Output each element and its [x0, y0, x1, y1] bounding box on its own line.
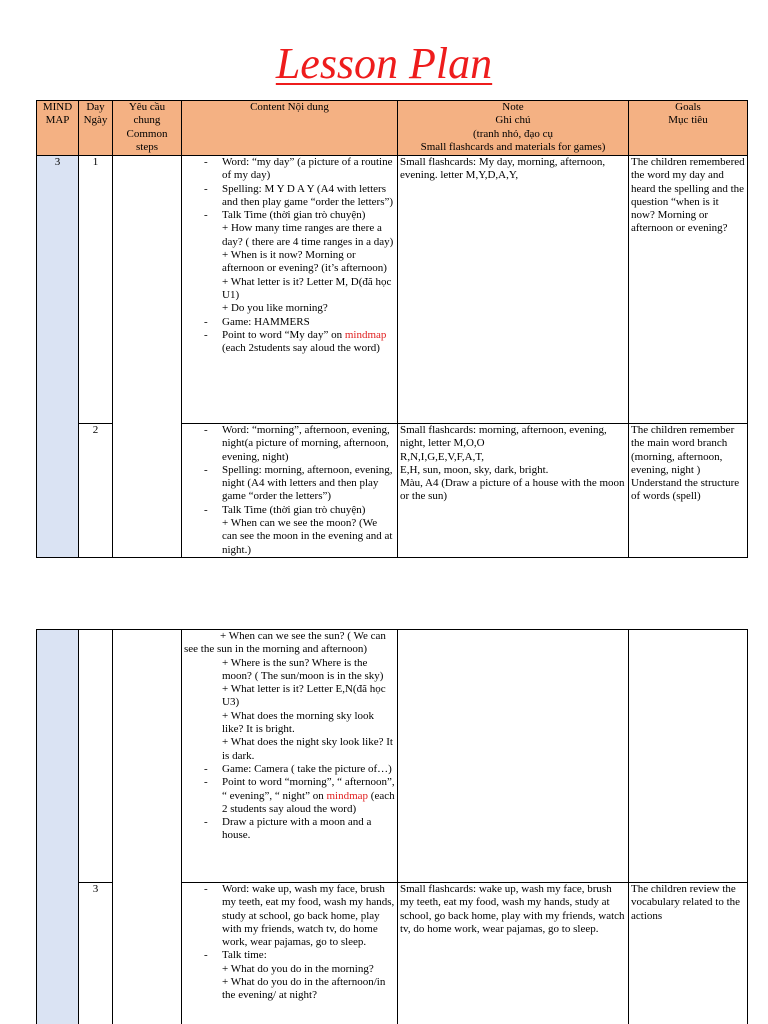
- day-cell: 2: [79, 424, 113, 558]
- list-item: [184, 504, 395, 557]
- list-item: - Word: wake up, wash my face, brush my teeth, eat my food, wash my hands, study at school, go back home, play with my friends, watch tv, do home work, wear pajamas, go to sleep.: [184, 883, 395, 949]
- continued-text: [184, 630, 395, 657]
- sub-item: + How many time ranges are there a day? ( there are 4 time ranges in a day): [222, 222, 394, 248]
- sub-item: + What does the night sky look like? It is dark.: [222, 736, 393, 762]
- lesson-plan-table: [36, 100, 748, 558]
- list-item: [184, 329, 395, 356]
- header-note-line: (tranh nhỏ, đạo cụ: [472, 127, 554, 140]
- header-note-line: Ghi chú: [495, 114, 531, 127]
- list-item-text: - Talk time:: [222, 949, 267, 962]
- content-list: [184, 883, 395, 1003]
- list-item: [184, 949, 395, 1002]
- header-day: Day Ngày: [79, 101, 113, 156]
- note-line: Màu, A4 (Draw a picture of a house with the moon or the sun): [400, 477, 625, 503]
- common-steps-cell: [113, 156, 182, 558]
- goal-cell: The children remembered the word my day and heard the spelling and the question “when is it now? Morning or afternoon or evening?: [629, 156, 748, 424]
- list-item: [184, 209, 395, 315]
- note-cell: [398, 424, 629, 558]
- content-list: [184, 156, 395, 355]
- list-item-text: - Talk Time (thời gian trò chuyện): [222, 503, 366, 516]
- mindmap-word: mindmap: [326, 789, 369, 802]
- sub-item: + What letter is it? Letter M, D(đã học U1): [222, 275, 392, 301]
- list-item: - Word: “my day” (a picture of a routine of my day): [184, 156, 395, 183]
- list-item: - Spelling: M Y D A Y (A4 with letters and then play game “order the letters”): [184, 183, 395, 210]
- mind-map-cell: [37, 630, 79, 1024]
- header-note-line: Note: [502, 101, 524, 113]
- list-item: - Spelling: morning, afternoon, evening, night (A4 with letters and then play game “order the letters”): [184, 464, 395, 504]
- list-item-text: (each 2students say aloud the word): [222, 342, 380, 355]
- goal-cell: The children remember the main word branch (morning, afternoon, evening, night ) Understand the structure of words (spell): [629, 424, 748, 558]
- content-list: [184, 763, 395, 843]
- header-mind-map: MIND MAP: [37, 101, 79, 156]
- mind-map-cell: 3: [37, 156, 79, 558]
- note-cell: Small flashcards: My day, morning, afternoon, evening. letter M,Y,D,A,Y,: [398, 156, 629, 424]
- table-row: [37, 630, 748, 883]
- list-item-text: - Talk Time (thời gian trò chuyện): [222, 209, 366, 222]
- sub-item: + What letter is it? Letter E,N(đã học U3): [222, 683, 386, 709]
- content-cell: [182, 630, 398, 883]
- content-list: [184, 424, 395, 557]
- day-cell: 3: [79, 883, 113, 1024]
- page-title: Lesson Plan: [275, 39, 493, 88]
- note-line: E,H, sun, moon, sky, dark, bright.: [400, 463, 549, 476]
- list-item-text: Point to word “My day” on: [222, 328, 345, 341]
- mindmap-word: mindmap: [344, 328, 387, 341]
- header-note: [398, 101, 629, 156]
- day-cell: [79, 630, 113, 883]
- list-item: - Game: Camera ( take the picture of…): [184, 763, 395, 776]
- note-line: R,N,I,G,E,V,F,A,T,: [400, 450, 484, 463]
- sub-item: + When can we see the moon? (We can see the moon in the evening and at night.): [222, 517, 393, 556]
- list-item: [184, 776, 395, 816]
- header-common-steps: Yêu cầu chung Common steps: [113, 101, 182, 156]
- header-goals: [629, 101, 748, 156]
- content-cell: [182, 424, 398, 558]
- note-line: Small flashcards: morning, afternoon, evening, night, letter M,O,O: [400, 424, 607, 450]
- goal-cell: [629, 630, 748, 883]
- sub-item: + Where is the sun? Where is the moon? ( The sun/moon is in the sky): [222, 656, 384, 682]
- header-note-line: Small flashcards and materials for games): [420, 140, 606, 153]
- table-row: [37, 156, 748, 424]
- header-goals-line: Mục tiêu: [668, 114, 708, 127]
- list-item-text: (each 2 students say aloud the word): [222, 789, 395, 815]
- sub-item: + What does the morning sky look like? It is bright.: [222, 709, 375, 736]
- day-cell: 1: [79, 156, 113, 424]
- note-cell: [398, 630, 629, 883]
- goal-cell: The children review the vocabulary related to the actions: [629, 883, 748, 1024]
- list-item: - Draw a picture with a moon and a house.: [184, 816, 395, 843]
- content-cell: [182, 883, 398, 1024]
- common-steps-cell: [113, 630, 182, 1024]
- list-item-text: Point to word “morning”, “ afternoon”, “ evening”, “ night” on: [222, 776, 395, 802]
- content-cell: [182, 156, 398, 424]
- lesson-plan-table-continued: [36, 629, 748, 1024]
- sub-item: + What do you do in the morning?: [222, 962, 374, 975]
- list-item: - Game: HAMMERS: [184, 316, 395, 329]
- list-item-text: + When can we see the sun? ( We can see the sun in the morning and afternoon): [184, 630, 386, 656]
- header-goals-line: Goals: [675, 101, 701, 113]
- sub-item: + Do you like morning?: [222, 302, 328, 315]
- list-item: - Word: “morning”, afternoon, evening, night(a picture of morning, afternoon, evening, night): [184, 424, 395, 464]
- sub-item: + When is it now? Morning or afternoon or evening? (it’s afternoon): [222, 249, 387, 275]
- note-cell: Small flashcards: wake up, wash my face, brush my teeth, eat my food, wash my hands, study at school, go back home, play with my friends, watch tv, do home work, wear pajamas, go to sleep.: [398, 883, 629, 1024]
- sub-item: + What do you do in the afternoon/in the evening/ at night?: [222, 976, 386, 1002]
- header-content: Content Nội dung: [182, 101, 398, 156]
- header-row: [37, 101, 748, 156]
